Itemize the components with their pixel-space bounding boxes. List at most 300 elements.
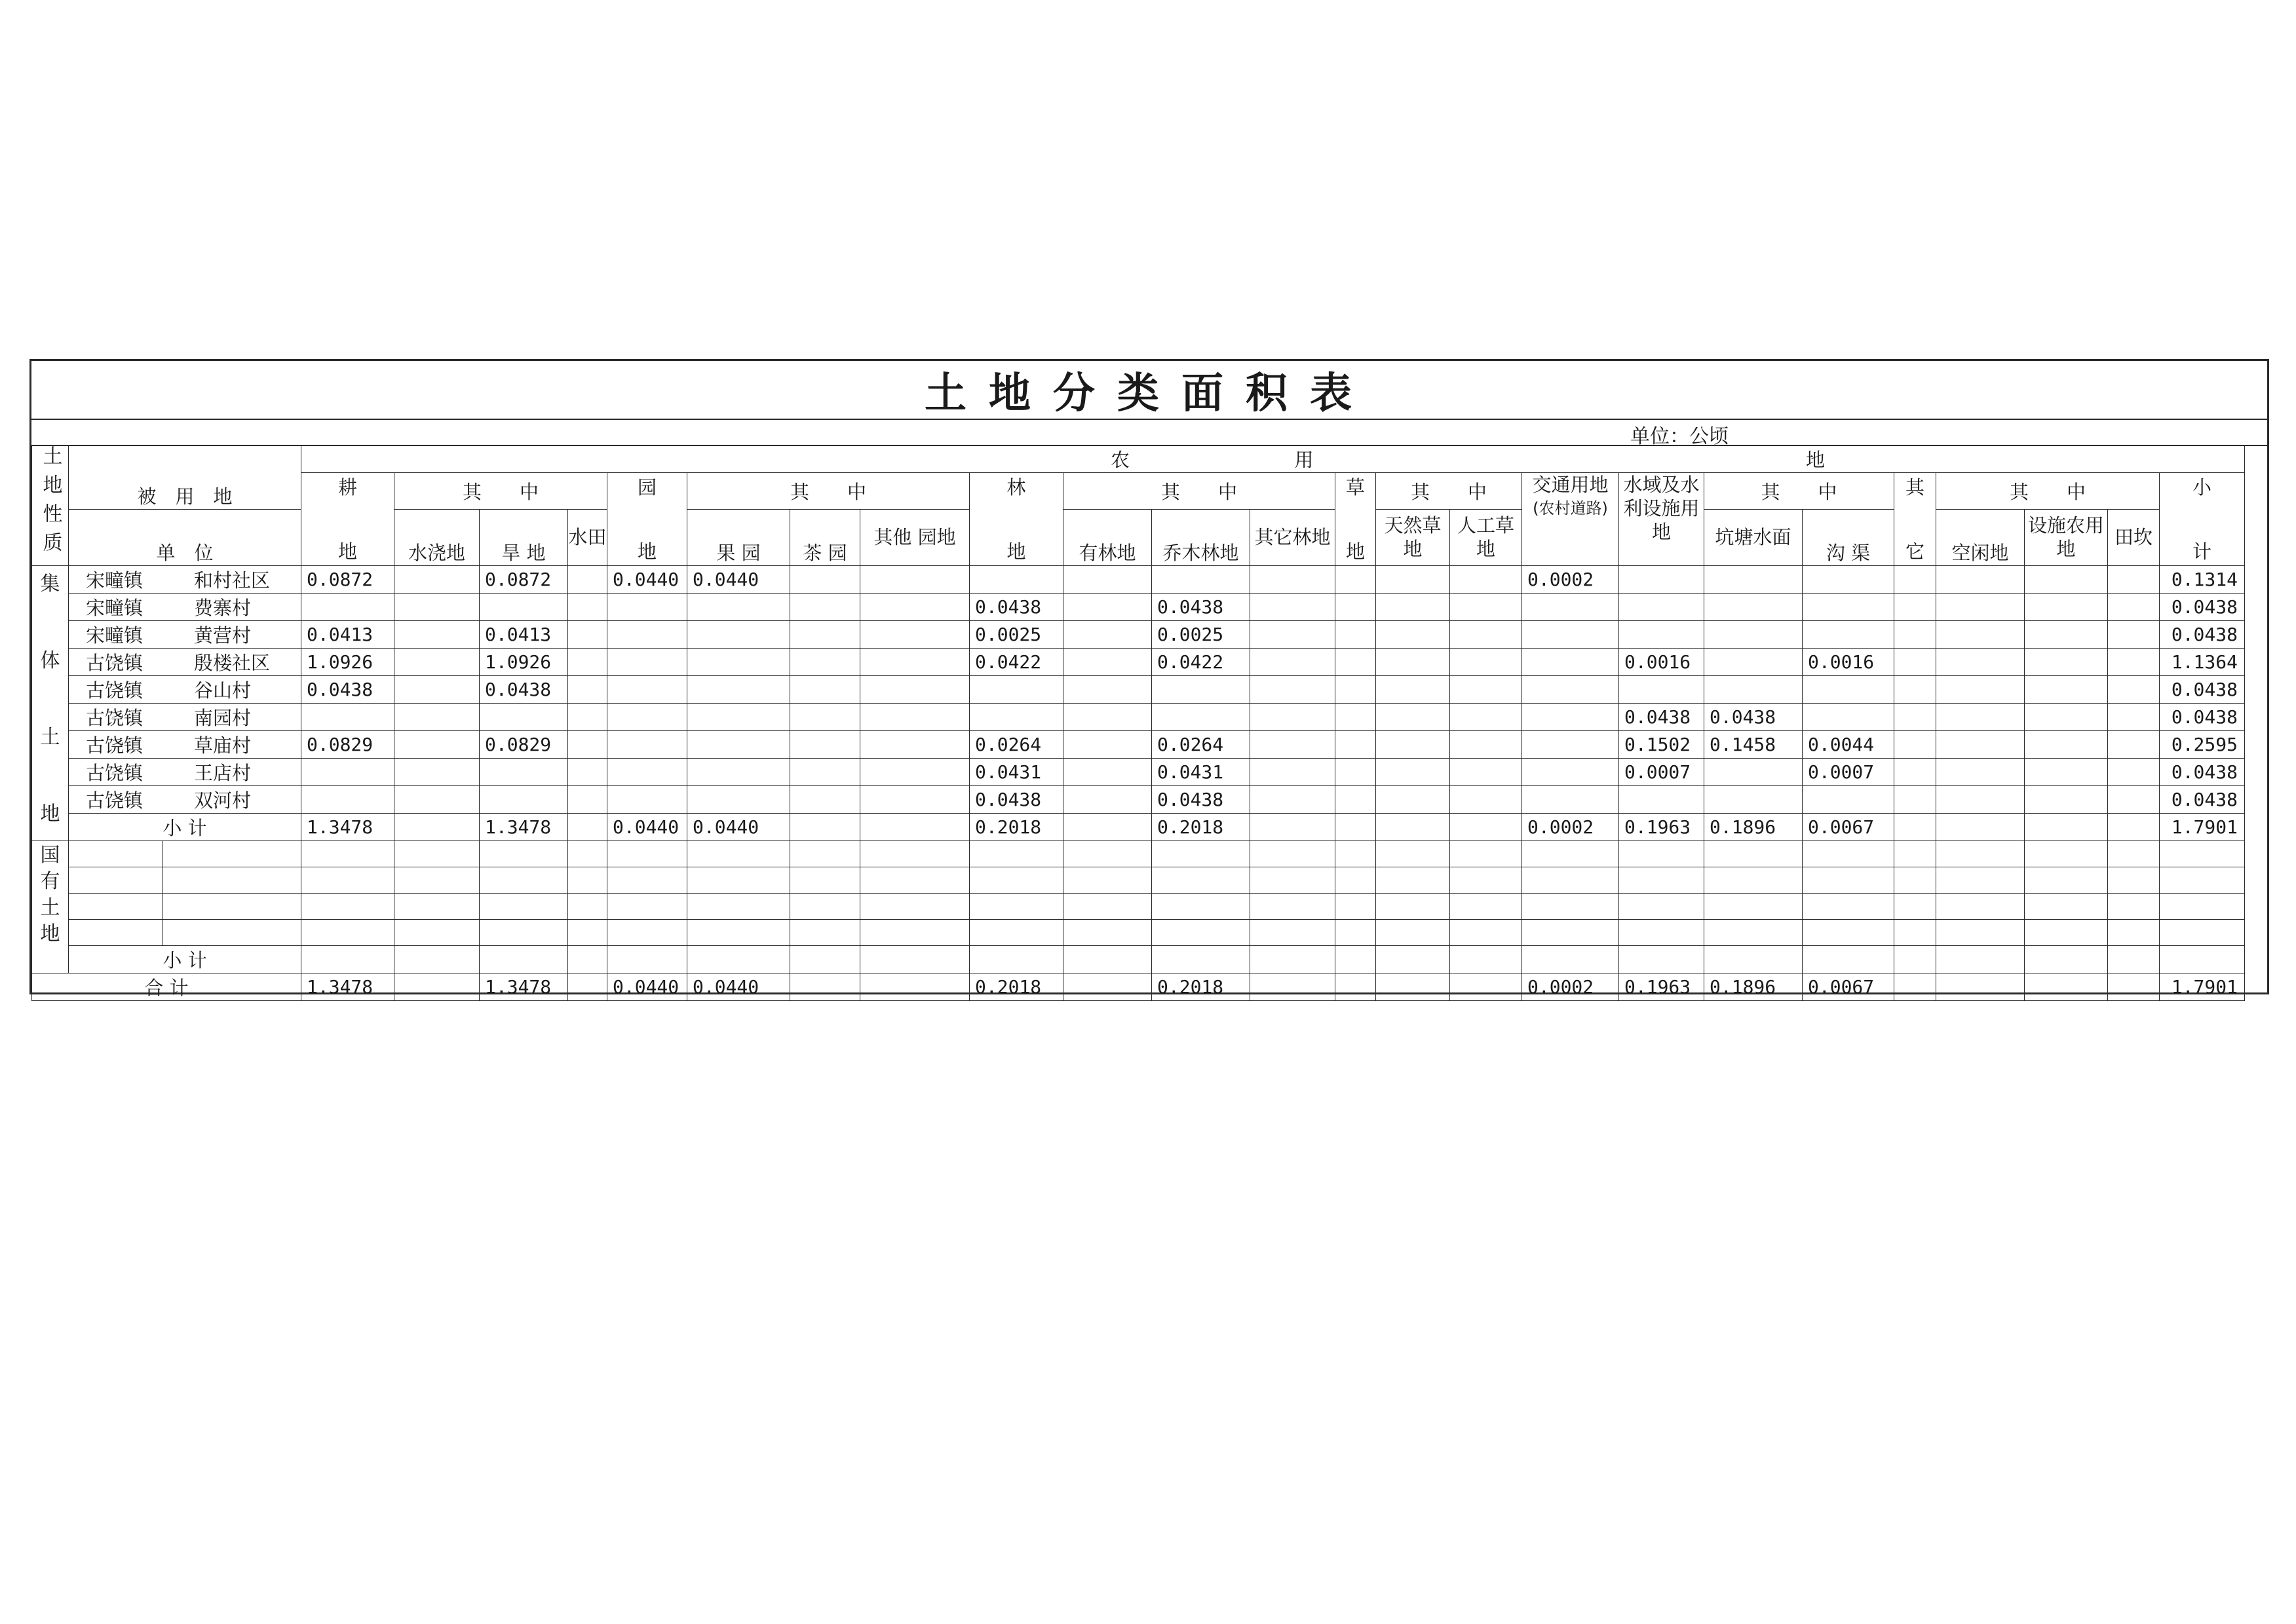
cell-kengtang: 0.1896 [1704,814,1803,841]
qita-qizhong-header: 其 中 [1936,473,2160,510]
cell-caodi [1335,621,1376,649]
qita-lindi-header: 其它林地 [1250,509,1335,566]
cell-qitayuan [860,676,970,704]
empty-cell [1522,894,1619,920]
cell-jiaotong [1522,759,1619,786]
cell-kengtang [1704,621,1803,649]
cell-kongxian [1936,566,2025,594]
empty-cell [970,946,1063,973]
village-name: 南园村 [194,707,252,729]
cell-shuijiao [394,649,480,676]
cell-qita [1894,759,1936,786]
empty-cell [394,867,480,894]
cell-tiankan [2108,731,2160,759]
cell-jiaotong [1522,676,1619,704]
empty-cell [1936,841,2025,867]
cell-gengdi [301,704,394,731]
empty-cell [163,867,301,894]
unit-name-cell [69,704,301,731]
cell-tianran [1376,759,1450,786]
empty-cell [568,841,607,867]
cell-shuitian [568,814,607,841]
cell-gengdi [301,594,394,621]
empty-cell [1450,867,1522,894]
lindi-header: 林 地 [970,473,1063,566]
town-name: 古饶镇 [86,679,144,702]
empty-cell [2108,894,2160,920]
cell-guoyuan [687,594,790,621]
cell-lindi [970,704,1063,731]
cell-yuandi: 0.0440 [607,566,687,594]
cell-qitalin [1250,814,1335,841]
cell-handi: 0.0413 [480,621,568,649]
cell-sheshi [2025,814,2108,841]
town-name: 古饶镇 [86,707,144,729]
cell-xiaoji: 0.0438 [2160,786,2245,814]
cell-qitayuan [860,731,970,759]
cell-sheshi [2025,649,2108,676]
empty-cell [1619,867,1704,894]
cell-sheshi [2025,759,2108,786]
empty-cell [860,920,970,946]
empty-cell [69,894,163,920]
cell-shuijiao [394,676,480,704]
cell-chayuan [790,814,860,841]
cell-lindi: 0.0431 [970,759,1063,786]
land-nature-header: 土地性质 [32,445,69,566]
cell-qiaomu: 0.0431 [1152,759,1250,786]
empty-cell [1522,920,1619,946]
empty-cell [301,894,394,920]
cell-qiaomu: 0.0438 [1152,786,1250,814]
empty-cell [1335,867,1376,894]
empty-cell [2160,841,2245,867]
unit-name-cell [69,594,301,621]
cell-jiaotong: 0.0002 [1522,814,1619,841]
empty-cell [568,946,607,973]
cell-caodi [1335,649,1376,676]
empty-cell [1619,946,1704,973]
cell-shuijiao [394,566,480,594]
empty-cell [970,920,1063,946]
state-empty-row [32,894,2245,920]
cell-qita [1894,814,1936,841]
empty-cell [1894,946,1936,973]
village-name: 费寨村 [194,597,252,619]
empty-cell [2025,946,2108,973]
cell-gengdi: 1.3478 [301,814,394,841]
cell-youlin [1063,704,1152,731]
cell-youlin [1063,786,1152,814]
empty-cell [1936,867,2025,894]
cell-gouqu: 0.0007 [1803,759,1894,786]
cell-lindi: 0.0264 [970,731,1063,759]
qiaomu-header: 乔木林地 [1152,509,1250,566]
cell-youlin [1063,594,1152,621]
cell-kongxian [1936,759,2025,786]
state-subtotal-label: 小 计 [69,946,301,973]
cell-handi [480,759,568,786]
cell-tianran [1376,731,1450,759]
cell-qiaomu [1152,566,1250,594]
cell-kongxian [1936,676,2025,704]
cell-kongxian [1936,814,2025,841]
cell-tiankan [2108,676,2160,704]
cell-caodi [1335,594,1376,621]
village-name: 殷楼社区 [194,652,271,674]
xiaoji-header: 小 计 [2160,473,2245,566]
cell-chayuan [790,704,860,731]
empty-cell [607,841,687,867]
cell-tianran [1376,566,1450,594]
empty-cell [1450,920,1522,946]
group-state-label [32,841,69,973]
group-collective-text: 集 体 土 地 [40,573,60,825]
empty-cell [607,946,687,973]
caodi-header: 草 地 [1335,473,1376,566]
empty-cell [790,920,860,946]
cell-caodi [1335,704,1376,731]
empty-cell [480,841,568,867]
cell-shuiyu: 0.1963 [1619,814,1704,841]
cell-guoyuan [687,621,790,649]
cell-youlin [1063,814,1152,841]
cell-lindi: 0.2018 [970,814,1063,841]
cell-kongxian [1936,786,2025,814]
cell-qitayuan [860,566,970,594]
cell-lindi [970,566,1063,594]
cell-sheshi [2025,594,2108,621]
cell-tianran [1376,786,1450,814]
cell-chayuan [790,786,860,814]
empty-cell [1335,894,1376,920]
empty-cell [1522,867,1619,894]
empty-cell [970,841,1063,867]
cell-shuijiao [394,621,480,649]
cell-qiaomu [1152,676,1250,704]
empty-cell [2160,867,2245,894]
empty-cell [970,894,1063,920]
cell-qiaomu: 0.0438 [1152,594,1250,621]
cell-sheshi [2025,786,2108,814]
cell-rengong [1450,786,1522,814]
cell-shuijiao [394,731,480,759]
empty-cell [1894,920,1936,946]
cell-jiaotong [1522,704,1619,731]
cell-chayuan [790,649,860,676]
empty-cell [480,867,568,894]
cell-shuiyu [1619,621,1704,649]
cell-rengong [1450,649,1522,676]
empty-cell [1450,946,1522,973]
cell-rengong [1450,731,1522,759]
state-empty-row [32,867,2245,894]
cell-qita [1894,566,1936,594]
cell-guoyuan [687,786,790,814]
cell-xiaoji: 0.1314 [2160,566,2245,594]
shuiyu-header: 水域及水利设施用地 [1619,473,1704,566]
cell-youlin [1063,731,1152,759]
unit-label: 单位：公顷 [1630,425,1729,448]
empty-cell [2108,841,2160,867]
cell-shuijiao [394,704,480,731]
cell-qitalin [1250,731,1335,759]
unit-name-cell [69,621,301,649]
cell-chayuan [790,759,860,786]
cell-qiaomu [1152,704,1250,731]
cell-kongxian [1936,973,2025,1001]
cell-rengong [1450,973,1522,1001]
cell-shuitian [568,566,607,594]
empty-cell [860,894,970,920]
empty-cell [1619,920,1704,946]
cell-shuiyu [1619,566,1704,594]
cell-kongxian [1936,594,2025,621]
cell-rengong [1450,621,1522,649]
cell-kengtang: 0.0438 [1704,704,1803,731]
cell-shuijiao [394,786,480,814]
cell-handi [480,704,568,731]
unit-name-cell [69,566,301,594]
cell-qitalin [1250,594,1335,621]
empty-cell [69,867,163,894]
cell-gouqu [1803,566,1894,594]
empty-cell [163,894,301,920]
cell-qitayuan [860,814,970,841]
empty-cell [1894,867,1936,894]
state-subtotal-row [32,946,2245,973]
empty-cell [163,920,301,946]
cell-rengong [1450,676,1522,704]
cell-gengdi [301,759,394,786]
empty-cell [1152,867,1250,894]
empty-cell [1063,867,1152,894]
cell-jiaotong [1522,621,1619,649]
cell-qitayuan [860,621,970,649]
empty-cell [860,867,970,894]
empty-cell [1619,841,1704,867]
empty-cell [2160,946,2245,973]
empty-cell [2025,894,2108,920]
empty-cell [1063,841,1152,867]
cell-kongxian [1936,704,2025,731]
empty-cell [1250,894,1335,920]
empty-cell [687,920,790,946]
cell-shuijiao [394,973,480,1001]
gengdi-header: 耕 地 [301,473,394,566]
gengdi-header-bottom: 地 [337,540,357,563]
cell-gouqu [1803,786,1894,814]
cell-youlin [1063,676,1152,704]
cell-handi: 1.0926 [480,649,568,676]
cell-sheshi [2025,676,2108,704]
cell-tiankan [2108,759,2160,786]
cell-caodi [1335,814,1376,841]
cell-chayuan [790,594,860,621]
agri-land-header: 农 用 地 [301,445,2245,473]
cell-shuiyu [1619,594,1704,621]
sheshi-header: 设施农用地 [2025,509,2108,566]
empty-cell [1803,894,1894,920]
cell-tianran [1376,676,1450,704]
empty-cell [1250,920,1335,946]
cell-kengtang [1704,649,1803,676]
cell-qitayuan [860,594,970,621]
cell-kengtang [1704,759,1803,786]
cell-shuiyu: 0.0438 [1619,704,1704,731]
cell-lindi: 0.0422 [970,649,1063,676]
table-row [32,759,2245,786]
cell-chayuan [790,566,860,594]
empty-cell [1450,894,1522,920]
cell-guoyuan [687,731,790,759]
cell-gengdi [301,786,394,814]
empty-cell [1152,920,1250,946]
table-row [32,676,2245,704]
table-body [32,566,2245,1001]
empty-cell [687,894,790,920]
cell-qitayuan [860,759,970,786]
cell-lindi: 0.0025 [970,621,1063,649]
cell-guoyuan: 0.0440 [687,814,790,841]
cell-yuandi [607,786,687,814]
cell-tianran [1376,814,1450,841]
cell-rengong [1450,759,1522,786]
lindi-header-bottom: 地 [1006,540,1026,563]
cell-jiaotong: 0.0002 [1522,973,1619,1001]
cell-handi: 1.3478 [480,814,568,841]
cell-sheshi [2025,704,2108,731]
xiaoji-header-bottom: 计 [2192,540,2211,563]
empty-cell [1704,920,1803,946]
cell-yuandi [607,621,687,649]
empty-cell [1152,894,1250,920]
cell-kengtang: 0.1458 [1704,731,1803,759]
cell-qitayuan [860,649,970,676]
cell-shuiyu [1619,676,1704,704]
cell-youlin [1063,566,1152,594]
yuandi-header: 园 地 [607,473,687,566]
empty-cell [1704,841,1803,867]
cell-shuiyu: 0.1502 [1619,731,1704,759]
cell-qita [1894,594,1936,621]
group-state-text: 国 有 土 地 [40,844,60,945]
table-title: 土地分类面积表 [925,369,1374,418]
cell-qitalin [1250,566,1335,594]
cell-xiaoji: 0.0438 [2160,594,2245,621]
cell-xiaoji: 1.7901 [2160,973,2245,1001]
cell-chayuan [790,731,860,759]
cell-tiankan [2108,566,2160,594]
empty-cell [687,946,790,973]
empty-cell [1250,946,1335,973]
empty-cell [1152,841,1250,867]
user-unit-header-bottom: 单 位 [69,509,301,566]
empty-cell [1063,946,1152,973]
cell-xiaoji: 0.2595 [2160,731,2245,759]
empty-cell [1704,894,1803,920]
yuandi-header-bottom: 地 [637,540,657,563]
empty-cell [568,894,607,920]
empty-cell [480,920,568,946]
cell-shuitian [568,621,607,649]
gengdi-qizhong-header: 其 中 [394,473,607,510]
qita-yuandi-header: 其他 园地 [860,509,970,566]
unit-name-cell [69,649,301,676]
cell-yuandi: 0.0440 [607,814,687,841]
empty-cell [394,920,480,946]
empty-cell [301,867,394,894]
guoyuan-header: 果 园 [687,509,790,566]
empty-cell [394,946,480,973]
cell-handi: 0.0829 [480,731,568,759]
cell-kongxian [1936,649,2025,676]
caodi-header-bottom: 地 [1345,540,1365,563]
table-row [32,649,2245,676]
cell-jiaotong [1522,594,1619,621]
cell-qiaomu: 0.2018 [1152,973,1250,1001]
empty-cell [790,894,860,920]
cell-yuandi [607,676,687,704]
title-row [31,361,2267,420]
empty-cell [790,867,860,894]
cell-gengdi: 0.0438 [301,676,394,704]
cell-qitayuan [860,786,970,814]
cell-rengong [1450,594,1522,621]
cell-tiankan [2108,814,2160,841]
qita-header-bottom: 它 [1905,540,1924,563]
village-name: 谷山村 [194,679,252,702]
empty-cell [69,920,163,946]
town-name: 古饶镇 [86,652,144,674]
empty-cell [480,946,568,973]
cell-gengdi: 0.0872 [301,566,394,594]
town-name: 宋疃镇 [86,569,144,592]
cell-tiankan [2108,704,2160,731]
empty-cell [1803,867,1894,894]
cell-tiankan [2108,621,2160,649]
cell-yuandi: 0.0440 [607,973,687,1001]
empty-cell [1335,946,1376,973]
cell-guoyuan: 0.0440 [687,566,790,594]
empty-cell [1894,841,1936,867]
empty-cell [1376,841,1450,867]
empty-cell [1450,841,1522,867]
empty-cell [1335,841,1376,867]
shuijiaodi-header: 水浇地 [394,509,480,566]
unit-name-cell [69,759,301,786]
table-row [32,704,2245,731]
empty-cell [2108,920,2160,946]
cell-qiaomu: 0.0264 [1152,731,1250,759]
cell-tiankan [2108,786,2160,814]
cell-chayuan [790,676,860,704]
subtotal-label: 小 计 [69,814,301,841]
empty-cell [69,841,163,867]
cell-rengong [1450,566,1522,594]
empty-cell [860,841,970,867]
empty-cell [1335,920,1376,946]
cell-shuitian [568,704,607,731]
empty-cell [1250,841,1335,867]
empty-cell [1376,894,1450,920]
empty-cell [1063,894,1152,920]
cell-gouqu: 0.0016 [1803,649,1894,676]
cell-tiankan [2108,594,2160,621]
handi-header: 旱 地 [480,509,568,566]
cell-guoyuan [687,704,790,731]
cell-lindi: 0.0438 [970,786,1063,814]
